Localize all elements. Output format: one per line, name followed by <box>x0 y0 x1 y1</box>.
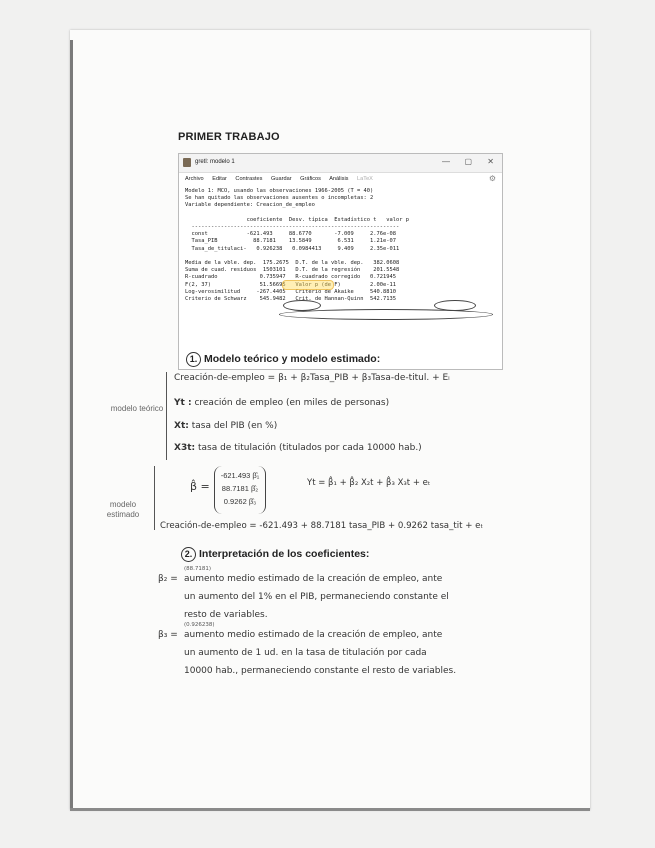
xt-label: Xt: <box>174 421 189 431</box>
beta2-label: β₂ = <box>158 574 178 584</box>
estimated-model-equation: Creación-de-empleo = -621.493 + 88.7181 tasa_PIB + 0.9262 tasa_tit + eₜ <box>160 521 483 531</box>
menu-analisis[interactable]: Análisis <box>329 176 349 182</box>
theoretical-model-equation: Creación-de-empleo = β₁ + β₂Tasa_PIB + β₃Tasa-de-titul. + Eᵢ <box>174 373 450 383</box>
beta2-line-1: aumento medio estimado de la creación de empleo, ante <box>184 574 443 584</box>
window-title: gretl: modelo 1 <box>195 159 235 165</box>
beta3-label: β₃ = <box>158 630 178 640</box>
highlight-tasa-pib-coefficient <box>282 280 334 290</box>
beta2-line-3: resto de variables. <box>184 610 268 620</box>
menu-latex: LaTeX <box>357 176 373 182</box>
section2-heading <box>181 547 369 562</box>
beta-hat-label: β̂ = <box>190 480 210 493</box>
maximize-button[interactable]: ▢ <box>464 157 472 166</box>
menu-guardar[interactable]: Guardar <box>271 176 292 182</box>
document-title: PRIMER TRABAJO <box>178 131 280 143</box>
paper-left-edge <box>70 40 73 810</box>
gretl-app-icon <box>183 158 191 167</box>
matrix-row-b3: 0.9262 β̂₃ <box>223 497 257 506</box>
beta3-line-1: aumento medio estimado de la creación de empleo, ante <box>184 630 443 640</box>
side-label-modelo-teorico: modelo teórico <box>110 404 164 413</box>
gretl-output-window <box>178 153 503 370</box>
matrix-row-b2: 88.7181 β̂₂ <box>221 484 259 493</box>
beta2-line-2: un aumento del 1% en el PIB, permaneciendo constante el <box>184 592 449 602</box>
paper-bottom-edge <box>70 808 590 811</box>
section1-heading-text: Modelo teórico y modelo estimado: <box>204 353 381 365</box>
model-output-text: Modelo 1: MCO, usando las observaciones 1966-2005 (T = 40) Se han quitado las observaciones ausentes o incompletas: 2 Variable dependiente: Creacion_de_empleo coeficiente Desv. típica Estadístico t valor p ---------------------------------------------------------------- const -621.493 88.6770 -7.009 2.76e-08 Tasa_PIB 88.7181 13.5849 6.531 1.21e-07 Tasa_de_titulaci- 0.926238 0.0984413 9.409 2.35e-011 Media de la vble. dep. 175.2675 D.T. de la vble. dep. 382.0608 Suma de cuad. residuos 1503101 D.T. de la regresión 201.5548 R-cuadrado 0.735947 R-cuadrado corregido 0.721945 F(2, 37) 51.56695 Valor p (de F) 2.00e-11 Log-verosimilitud -267.4405 Criterio de Akaike 540.8810 Criterio de Schwarz 545.9482 Crit. de Hannan-Quinn 542.7135 <box>185 188 409 303</box>
minimize-button[interactable]: — <box>442 157 450 166</box>
menu-archivo[interactable]: Archivo <box>185 176 204 182</box>
paper-sheet <box>70 30 590 810</box>
beta3-line-2: un aumento de 1 ud. en la tasa de titulación por cada <box>184 648 427 658</box>
side-label-modelo-estimado: modelo estimado <box>106 500 140 519</box>
menu-graficos[interactable]: Gráficos <box>300 176 321 182</box>
options-gear-icon[interactable]: ⚙ <box>488 174 496 183</box>
section1-heading <box>186 352 380 367</box>
section1-number: 1. <box>186 352 201 367</box>
section2-heading-text: Interpretación de los coeficientes: <box>199 548 370 560</box>
matrix-row-b1: -621.493 β̂₁ <box>220 471 260 480</box>
menu-contrastes[interactable]: Contrastes <box>235 176 263 182</box>
brace-teorico <box>166 372 167 460</box>
window-titlebar <box>179 154 502 173</box>
brace-estimado <box>154 466 155 530</box>
beta2-value-note: (88.7181) <box>184 566 212 572</box>
yt-label: Yt : <box>174 398 192 408</box>
beta3-line-3: 10000 hab., permaneciendo constante el resto de variables. <box>184 666 457 676</box>
circle-f-statistic-row <box>279 309 493 320</box>
menu-editar[interactable]: Editar <box>212 176 227 182</box>
x3t-label: X3t: <box>174 443 196 453</box>
menu-bar <box>179 173 502 186</box>
sample-regression-equation: Yt = β̂₁ + β̂₂ X₂t + β̂₃ X₃t + eₜ <box>307 478 431 488</box>
yt-definition: creación de empleo (en miles de personas) <box>194 398 390 408</box>
section2-number: 2. <box>181 547 196 562</box>
beta3-value-note: (0.926238) <box>184 622 215 628</box>
coefficient-vector <box>214 466 266 514</box>
xt-definition: tasa del PIB (en %) <box>191 421 278 431</box>
close-button[interactable]: ✕ <box>487 157 494 166</box>
x3t-definition: tasa de titulación (titulados por cada 10000 hab.) <box>197 443 422 453</box>
